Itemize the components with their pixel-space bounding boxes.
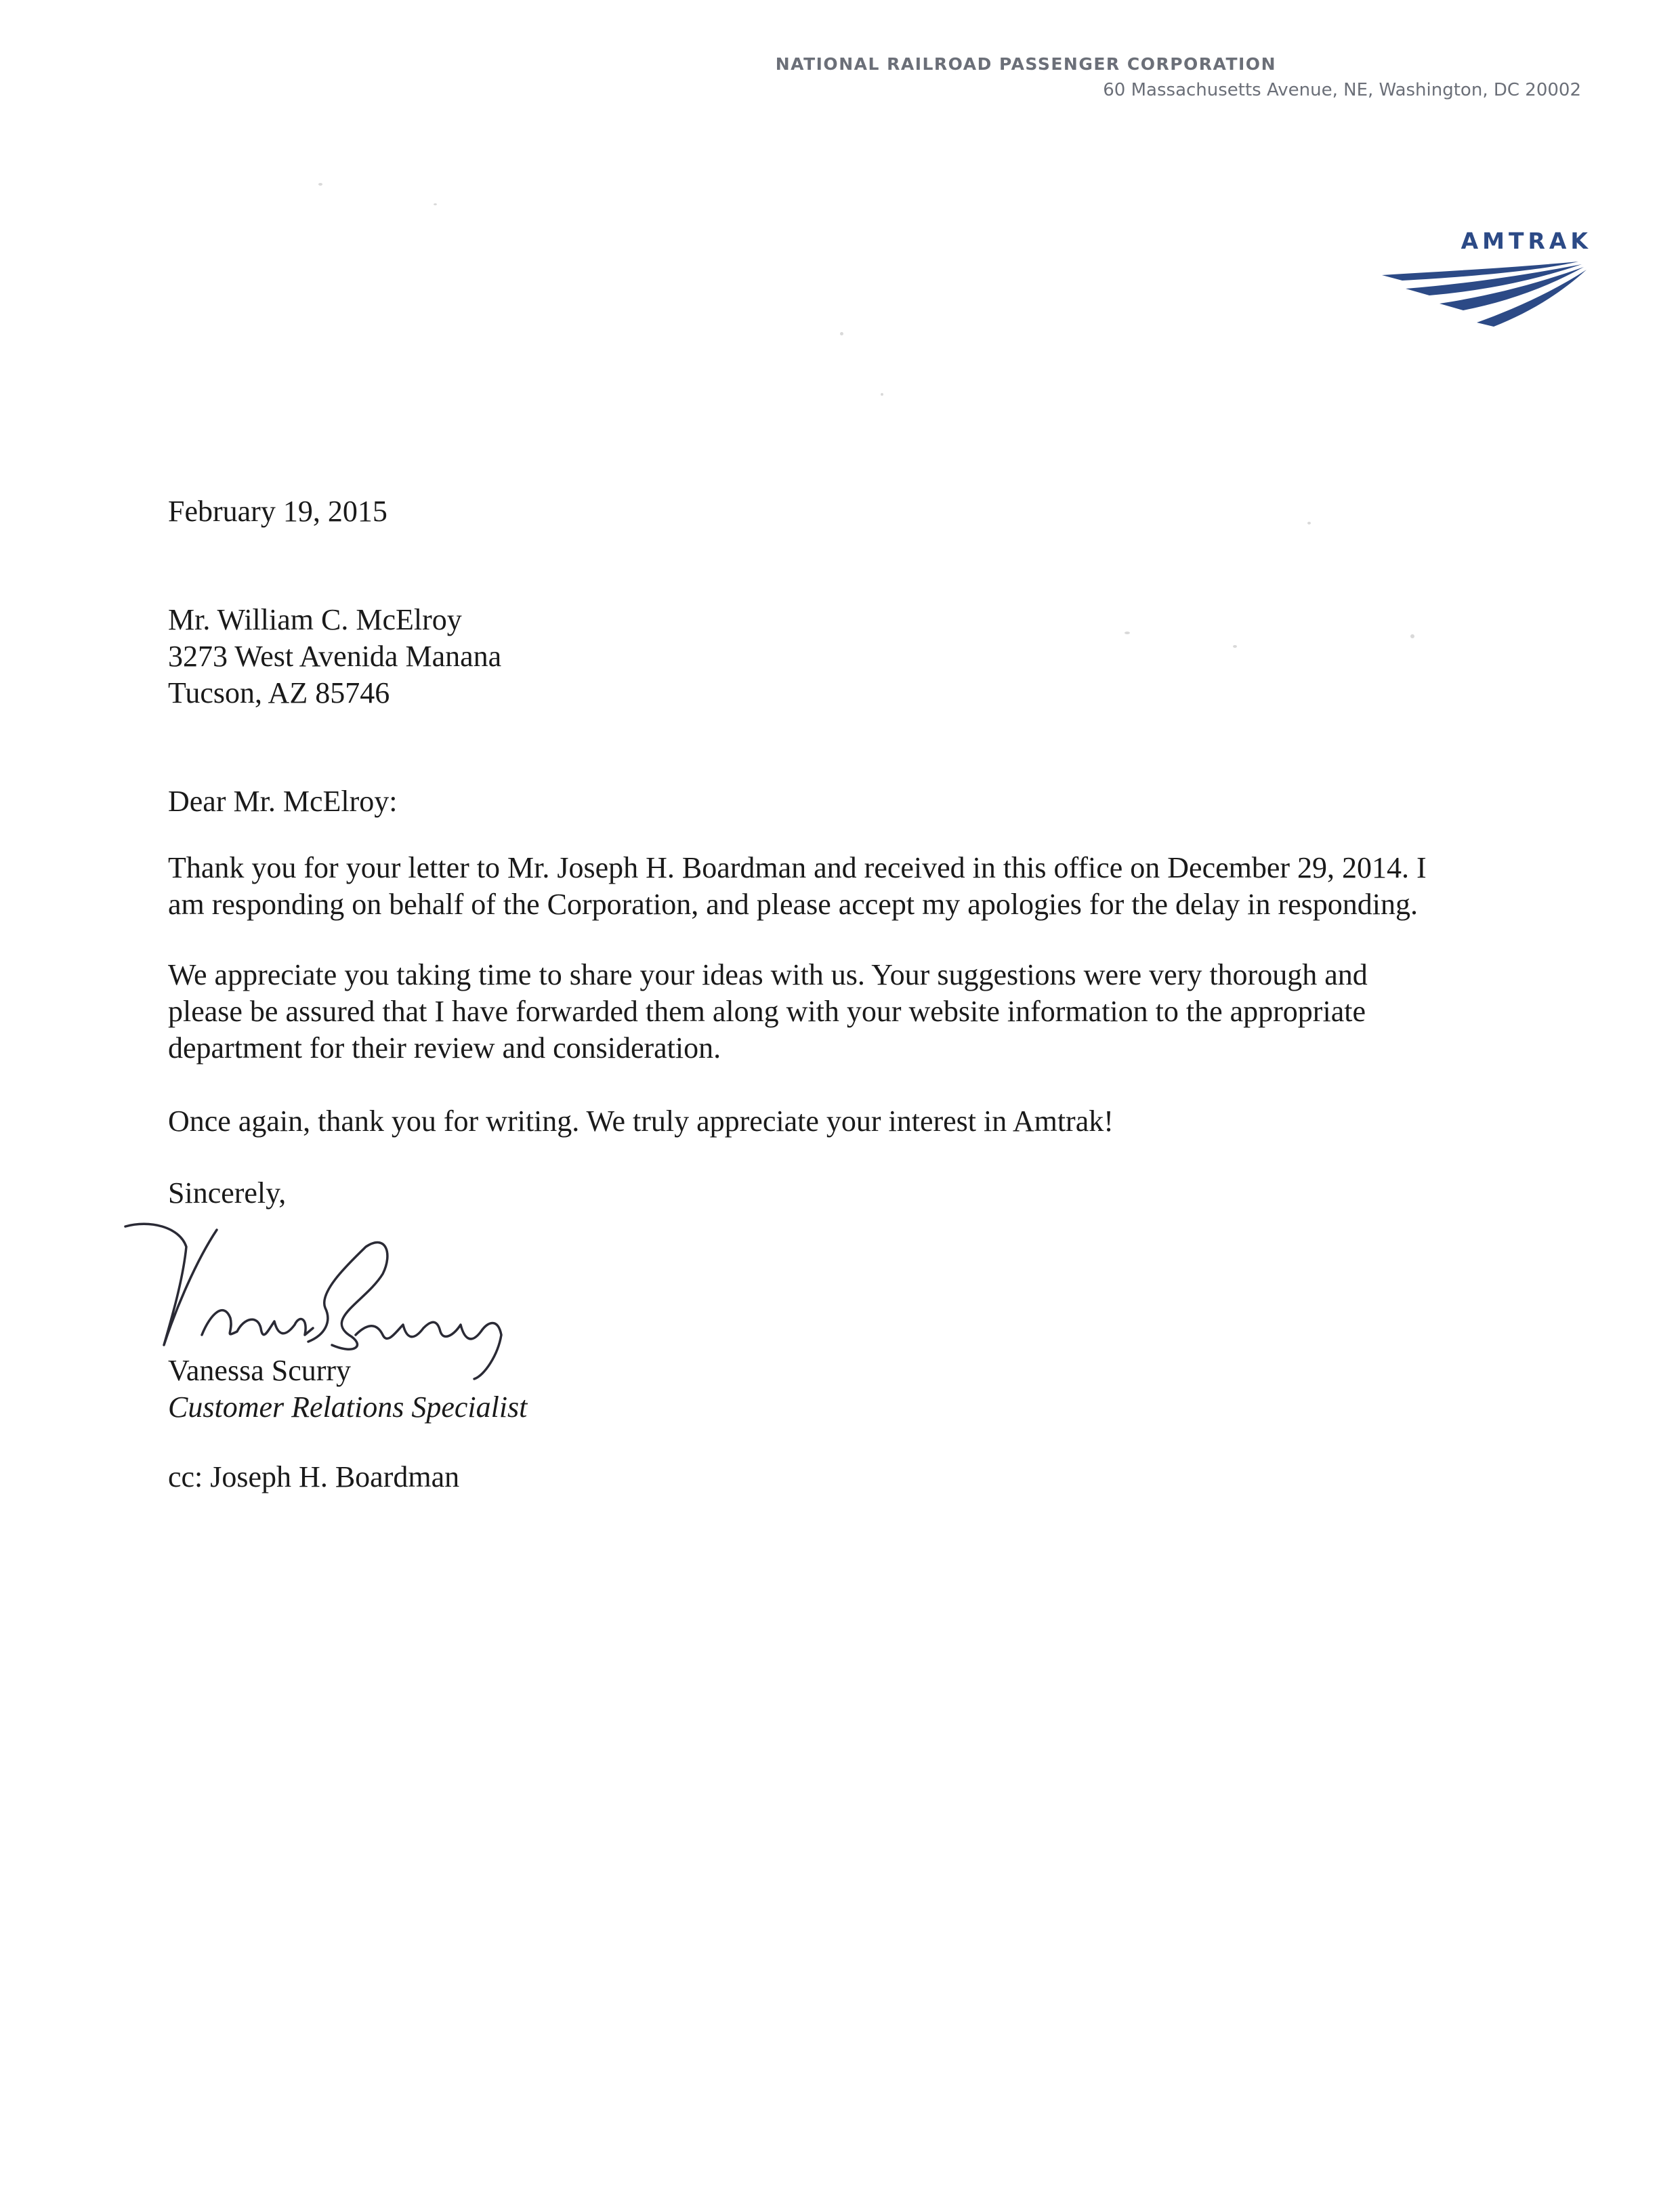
paragraph-line: am responding on behalf of the Corporation, and please accept my apologies for the delay in responding. xyxy=(168,888,1419,921)
paragraph-line: Once again, thank you for writing. We truly appreciate your interest in Amtrak! xyxy=(168,1105,1114,1138)
amtrak-logo xyxy=(1375,228,1592,329)
scan-speck xyxy=(840,332,843,335)
scan-speck xyxy=(1125,632,1130,634)
scan-speck xyxy=(1307,522,1311,524)
recipient-city-state-zip: Tucson, AZ 85746 xyxy=(168,676,390,709)
amtrak-swoosh-icon xyxy=(1375,255,1592,329)
letterhead-organization: NATIONAL RAILROAD PASSENGER CORPORATION xyxy=(775,54,1276,74)
cc-line: cc: Joseph H. Boardman xyxy=(168,1460,460,1493)
letterhead-address: 60 Massachusetts Avenue, NE, Washington, DC 20002 xyxy=(1103,80,1581,100)
salutation: Dear Mr. McElroy: xyxy=(168,785,398,818)
recipient-name: Mr. William C. McElroy xyxy=(168,603,462,636)
paragraph-1 xyxy=(168,850,1427,923)
scan-speck xyxy=(1233,645,1237,648)
closing: Sincerely, xyxy=(168,1176,287,1210)
paragraph-3 xyxy=(168,1103,1114,1140)
paragraph-line: please be assured that I have forwarded them along with your website information to the appropriate xyxy=(168,995,1366,1028)
signer-name: Vanessa Scurry xyxy=(168,1354,352,1387)
paragraph-line: department for their review and consideration. xyxy=(168,1031,721,1065)
recipient-street: 3273 West Avenida Manana xyxy=(168,640,502,673)
letter-date: February 19, 2015 xyxy=(168,495,387,528)
scan-speck xyxy=(881,393,883,396)
scan-speck xyxy=(318,183,322,186)
paragraph-line: Thank you for your letter to Mr. Joseph H. Boardman and received in this office on December 29, 2014. I xyxy=(168,851,1427,884)
paragraph-2 xyxy=(168,957,1368,1067)
paragraph-line: We appreciate you taking time to share your ideas with us. Your suggestions were very thorough and xyxy=(168,958,1368,991)
scan-speck xyxy=(1410,634,1414,638)
scan-speck xyxy=(434,203,437,205)
logo-wordmark: AMTRAK xyxy=(1461,228,1592,254)
signer-title: Customer Relations Specialist xyxy=(168,1390,528,1424)
